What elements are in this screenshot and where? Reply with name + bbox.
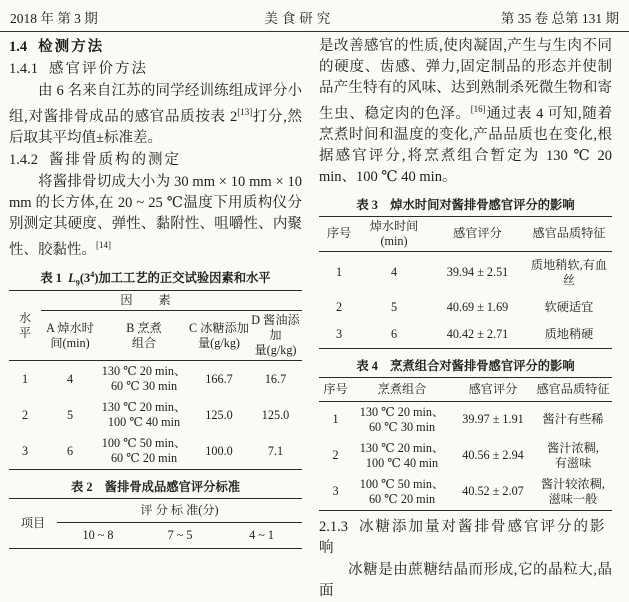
section-title: 酱排骨质构的测定 [49,151,181,168]
table-cell-blanch: 4 [66,371,74,386]
section-title: 冰糖添加量对酱排骨感官评分的影响 [319,518,607,556]
paragraph-text: 通过表 4 可知,随着烹煮时间和温度的变化,产品品质也在变化,根据感官评分,将烹煮组合暂定为 130 ℃ 20 min、100 ℃ 40 min。 [319,105,612,185]
feature-line: 酱汁较浓稠, [541,476,605,491]
paragraph-cooking-discussion [319,36,612,188]
table-cell-feature: 质地稍软,有血丝 [530,257,608,287]
section-number: 1.4.2 [9,151,38,168]
table-1-column-header-row [9,311,302,361]
table-4-header-feature: 感官品质特征 [534,377,612,401]
table-cell-score: 39.94 ± 2.51 [446,265,509,280]
table-cell-soy: 7.1 [267,443,284,458]
paragraph-rock-sugar: 冰糖是由蔗糖结晶而形成,它的晶粒大,晶面 [319,561,612,599]
table-2-corner-header: 项目 [20,516,46,531]
table-cell-time: 5 [390,299,398,314]
table-cell-feature [534,474,612,511]
section-number: 2.1.3 [319,518,348,535]
section-number: 1.4 [9,39,28,55]
table-cell-level: 1 [21,371,29,386]
table-2-scoring-standard [9,498,302,549]
header-line: A 焯水时 [46,320,94,335]
paragraph-text: 打分,然后取其平均值±标准差。 [9,108,303,146]
combo-line: 130 ℃ 20 min、 [359,440,445,455]
table-3-header-time [359,216,429,251]
table-cell-time: 4 [390,265,398,280]
table-3-header-score: 感官评分 [429,216,526,251]
header-line: C 冰糖添加 [189,320,249,335]
table-cell-soy: 16.7 [264,371,287,386]
score-range-mid: 7 ~ 5 [167,528,193,543]
header-line: 间(min) [50,335,90,350]
combo-line: 100 ℃ 50 min、 [359,476,445,491]
table-4-caption: 表 4 烹煮组合对酱排骨感官评分的影响 [356,358,575,373]
table-cell-level: 2 [21,407,29,422]
section-heading-1-4-1 [9,59,302,80]
header-volume: 第 35 卷 总第 131 期 [500,11,619,26]
table-cell-level: 3 [21,443,29,458]
section-title: 感官评价方法 [49,61,148,77]
two-column-body [0,32,629,602]
table-cell-score: 40.56 ± 2.94 [462,448,524,463]
table-4-header-no: 序号 [319,377,352,401]
table-cell-feature: 质地稍硬 [544,326,594,341]
table-row [319,474,612,511]
combo-line: 60 ℃ 20 min [110,451,178,466]
right-column [319,36,612,602]
formula-sup: 4 [90,268,95,279]
formula-L: L [68,270,76,285]
table-1-header-a [41,311,99,361]
table-row [9,397,302,433]
reference-14: [14] [96,239,111,250]
table-cell-no: 1 [332,412,339,427]
table-1-caption [9,268,302,287]
table-cell-blanch: 6 [66,443,74,458]
combo-line: 130 ℃ 20 min、 [101,400,187,415]
table-cell-time: 6 [390,326,398,341]
table-1-label: 表 1 [40,270,62,285]
table-cell-combo [352,438,452,474]
left-column [9,36,302,602]
section-heading-2-1-3 [319,517,612,559]
table-3-header-row [319,216,612,251]
table-row [9,433,302,470]
section-heading-1-4 [9,37,302,58]
table-2-caption: 表 2 酱排骨成品感官评分标准 [70,480,241,495]
table-1-header-c [189,311,249,361]
table-cell-sugar: 125.0 [205,407,233,422]
feature-line: 酱汁浓稠, [547,440,599,455]
score-range-low: 4 ~ 1 [249,528,274,543]
header-line: 焯水时间 [369,218,419,233]
corner-line1: 水 [18,310,32,325]
feature-line: 酱汁有些稀 [542,412,604,427]
table-1-orthogonal-factors [9,290,302,470]
header-line: 组合 [131,335,157,350]
combo-line: 100 ℃ 50 min、 [101,436,187,451]
section-title: 检测方法 [38,39,105,55]
table-cell-blanch: 5 [66,407,74,422]
table-cell-sugar: 166.7 [205,371,233,386]
combo-line: 100 ℃ 40 min [107,415,181,430]
combo-line: 100 ℃ 40 min [365,455,439,470]
reference-16: [16] [470,104,486,114]
table-row [319,251,612,294]
formula-sub: 9 [75,277,80,288]
table-3-blanching-time [319,216,612,349]
table-4-header-score: 感官评分 [452,377,534,401]
paragraph-text: 由 6 名来自江苏的同学经训练组成评分小组,对酱排骨成品的感官品质按表 2 [9,83,302,125]
paragraph-text: 将酱排骨切成大小为 30 mm × 10 mm × 10 mm 的长方体,在 20 ~ 25 ℃温度下用质构仪分别测定其硬度、弹性、黏附性、咀嚼性、内聚性、胶黏性。 [9,173,302,258]
reference-13: [13] [237,107,253,117]
table-1-factor-group-header [41,291,302,311]
header-line: D 酱油添加 [251,313,300,343]
factor-group-label: 因素 [120,293,197,308]
table-cell-feature [534,438,612,474]
table-cell-score: 39.97 ± 1.91 [462,412,524,427]
table-row [319,401,612,438]
table-cell-no: 2 [332,448,339,463]
table-2-group-header-row [9,499,302,523]
table-cell-combo [99,433,189,470]
table-cell-feature [534,401,612,438]
table-row [9,361,302,398]
combo-line: 130 ℃ 20 min、 [359,404,445,419]
table-3-header-feature: 感官品质特征 [526,216,612,251]
header-line: 量(g/kg) [198,335,240,350]
table-cell-score: 40.69 ± 1.69 [446,299,509,314]
table-cell-combo [99,361,189,398]
table-1-header-b [99,311,189,361]
table-cell-score: 40.52 ± 2.07 [462,484,524,499]
paragraph-text: 是改善感官的性质,使肉凝固,产生与生肉不同的硬度、齿感、弹力,固定制品的形态并使制品产生特有的风味、达到熟制杀死微生物和寄生虫、稳定肉的色泽。 [319,38,612,122]
table-4-header-combo: 烹煮组合 [352,377,452,401]
combo-line: 60 ℃ 30 min [110,379,178,394]
table-cell-sugar: 100.0 [205,443,233,458]
table-cell-no: 3 [332,484,339,499]
table-row [319,294,612,321]
table-cell-soy: 125.0 [261,407,290,422]
feature-line: 滋味一般 [548,491,598,506]
paragraph-texture-method [9,172,302,261]
corner-line2: 平 [18,325,32,340]
table-4-header-row [319,377,612,401]
header-line: B 烹煮 [126,320,162,335]
table-cell-feature: 软硬适宜 [544,299,594,314]
table-cell-combo [352,401,452,438]
section-heading-1-4-2 [9,150,302,171]
table-cell-score: 40.42 ± 2.71 [446,326,509,341]
table-cell-no: 2 [335,299,343,314]
header-line: 量(g/kg) [254,343,297,358]
table-4-cooking-combo [319,377,612,511]
table-1-header-d [249,311,302,361]
journal-title: 美食研究 [264,11,335,26]
formula-open: (3 [79,270,91,285]
combo-line: 60 ℃ 30 min [368,419,436,434]
page-header [0,0,629,32]
table-cell-no: 1 [335,265,343,280]
table-1-group-header-row [9,291,302,311]
score-range-high: 10 ~ 8 [82,528,114,543]
header-issue: 2018 年 第 3 期 [10,11,98,26]
table-1-title: )加工工艺的正交试验因素和水平 [94,270,271,285]
table-2-score-group-header: 评 分 标 准(分) [57,499,302,523]
table-3-caption: 表 3 焯水时间对酱排骨感官评分的影响 [356,197,575,212]
table-cell-combo [352,474,452,511]
table-cell-no: 3 [335,326,343,341]
paragraph-sensory-method [9,81,302,149]
combo-line: 60 ℃ 20 min [368,491,436,506]
table-row [319,438,612,474]
table-cell-combo [99,397,189,433]
table-1-corner-header [9,291,41,361]
header-line: (min) [380,233,408,248]
section-number: 1.4.1 [9,61,38,77]
table-row [319,321,612,349]
combo-line: 130 ℃ 20 min、 [101,364,187,379]
feature-line: 有滋味 [554,455,592,470]
table-3-header-no: 序号 [319,216,359,251]
